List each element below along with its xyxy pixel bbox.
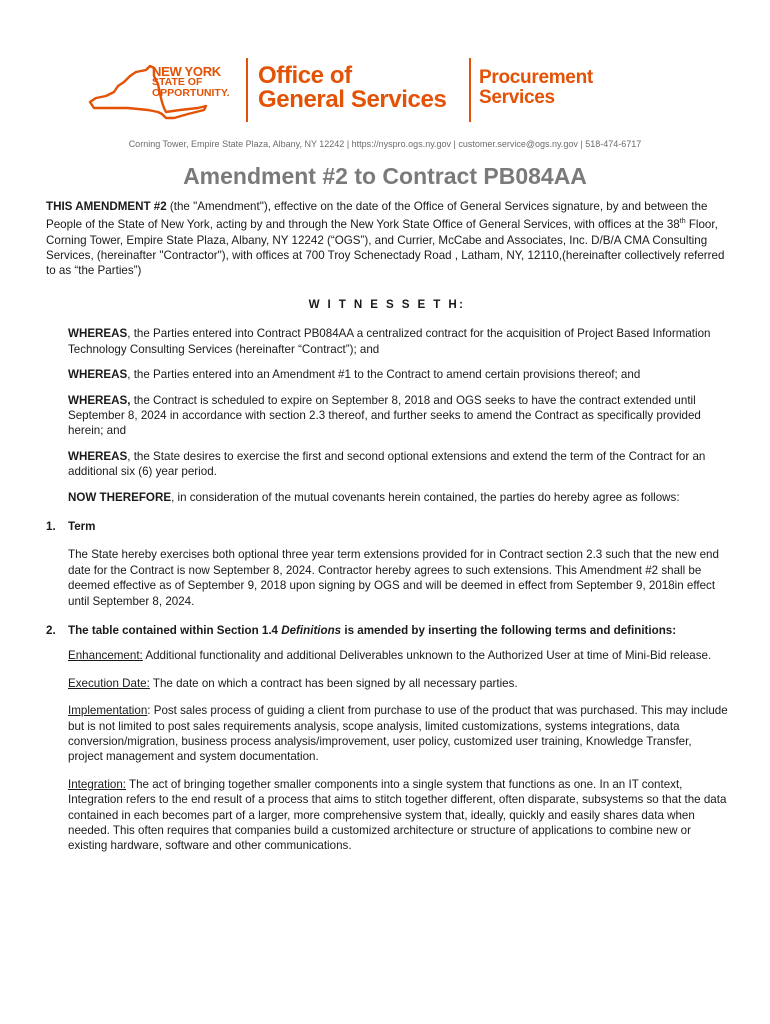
definition-text: Additional functionality and additional Deliverables unknown to the Authorized User at time of Mini-Bid release.: [142, 649, 712, 663]
section-2-heading: [46, 623, 728, 638]
ogs-line2: General Services: [258, 86, 447, 113]
header-divider: [246, 58, 248, 122]
whereas-text: , the State desires to exercise the first and second optional extensions and extend the term of the Contract for an additional six (6) year period.: [68, 449, 706, 479]
definition-term: Execution Date:: [68, 676, 150, 690]
intro-bold: THIS AMENDMENT #2: [46, 200, 167, 213]
witnesseth-heading: W I T N E S S E T H:: [308, 297, 466, 311]
intro-superscript: th: [679, 218, 686, 226]
whereas-keyword: WHEREAS: [68, 449, 128, 463]
definitions-list: [46, 648, 728, 853]
nys-logo-text: [152, 66, 230, 99]
document-body: [46, 199, 728, 866]
letterhead: [88, 56, 628, 128]
section-1-number: 1.: [46, 519, 56, 533]
definition-text: The act of bringing together smaller components into a single system that functions as one. In an IT context, Integration refers to the end result of a process that aims to stitch together different, often disparate, subsystems so that the data contained in each becomes part of a larger, more comprehensive system that, ideally, quickly and easily shares data when needed. This often requires that companies build a customized architecture or structure of applications to combine new or existing hardware, software and other communications.: [68, 777, 727, 853]
proc-line2: Services: [479, 87, 555, 108]
nys-logo-line1: NEW YORK: [152, 64, 221, 79]
intro-text-2: Floor, Corning Tower, Empire State Plaza, Albany, NY 12242 (“OGS”), and Currier, McCabe and Associates, Inc. D/B/A CMA Consulting Services, (hereinafter "Contractor"), with offices at 700 Troy Schenectady Road , Latham, NY, 12110,(hereinafter collectively referred to as “the Parties”): [46, 218, 725, 278]
intro-paragraph: [46, 199, 728, 279]
proc-line1: Procurement: [479, 67, 593, 88]
section-2-title: [68, 623, 676, 638]
section-2-title-italic: Definitions: [281, 623, 342, 637]
section-2-title-part1: The table contained within Section 1.4: [68, 623, 282, 637]
definition-term: Enhancement:: [68, 649, 143, 663]
whereas-text: , the Parties entered into Contract PB084AA a centralized contract for the acquisition of Project Based Information Technology Consulting Services (hereinafter “Contract”); and: [68, 327, 711, 356]
whereas-clause: [68, 326, 728, 357]
nys-logo-line3: OPPORTUNITY.: [152, 87, 230, 99]
definition-item: [68, 676, 728, 691]
header-divider: [469, 58, 471, 122]
definition-item: [68, 648, 728, 663]
definition-term: Integration:: [68, 777, 127, 791]
recitals: [46, 326, 728, 505]
procurement-services-title: [479, 68, 593, 108]
contact-line: Corning Tower, Empire State Plaza, Albany, NY 12242 | https://nyspro.ogs.ny.gov | customer.service@ogs.ny.gov | 518-474-6717: [128, 139, 642, 149]
section-1-content: [46, 547, 728, 609]
document-title: Amendment #2 to Contract PB084AA: [183, 163, 587, 189]
now-therefore-text: , in consideration of the mutual covenants herein contained, the parties do hereby agree as follows:: [171, 490, 680, 504]
whereas-clause: [68, 393, 728, 439]
whereas-keyword: WHEREAS: [68, 327, 128, 341]
ogs-line1: Office of: [258, 62, 352, 89]
section-1-body: The State hereby exercises both optional three year term extensions provided for in Contract section 2.3 such that the new end date for the Contract is now September 8, 2024. Contractor hereby agrees to such extensions. This Amendment #2 shall be deemed effective as of September 9, 2018 upon signing by OGS and will be deemed in effect from September 9, 2018in effect until September 8, 2024.: [68, 548, 719, 608]
definition-text: The date on which a contract has been signed by all necessary parties.: [149, 676, 518, 690]
definition-text: : Post sales process of guiding a client from purchase to use of the product that was purchased. This may include but is not limited to post sales requirements analysis, scope analysis, limited customizations, systems integrations, data conversion/migration, business process analysis/improvement, user policy, customized user training, Knowledge Transfer, project management and system documentation.: [68, 704, 728, 764]
now-therefore-clause: [68, 490, 728, 505]
section-1-heading: [46, 519, 728, 534]
intro-text-1: (the "Amendment"), effective on the date of the Office of General Services signature, by and between the People of the State of New York, acting by and through the New York State Office of General Services, with offices at the 38: [46, 200, 708, 232]
whereas-keyword: WHEREAS: [68, 368, 128, 382]
now-therefore-keyword: NOW THEREFORE: [68, 490, 172, 504]
definition-item: [68, 703, 728, 765]
whereas-clause: [68, 367, 728, 382]
definition-term: Implementation: [68, 704, 148, 718]
whereas-keyword: WHEREAS,: [68, 393, 131, 407]
whereas-text: the Contract is scheduled to expire on September 8, 2018 and OGS seeks to have the contract extended until September 8, 2024 in accordance with section 2.3 thereof, and further seeks to amend the Contract as specifically provided herein; and: [68, 393, 701, 438]
section-2-title-part2: is amended by inserting the following terms and definitions:: [341, 623, 677, 637]
whereas-text: , the Parties entered into an Amendment #1 to the Contract to amend certain provisions thereof; and: [127, 368, 641, 382]
section-1-title: Term: [68, 519, 96, 533]
ogs-logo-title: [258, 64, 446, 112]
whereas-clause: [68, 449, 728, 480]
section-2-number: 2.: [46, 623, 56, 637]
definition-item: [68, 777, 728, 854]
nys-logo-line2: STATE OF: [152, 76, 203, 88]
